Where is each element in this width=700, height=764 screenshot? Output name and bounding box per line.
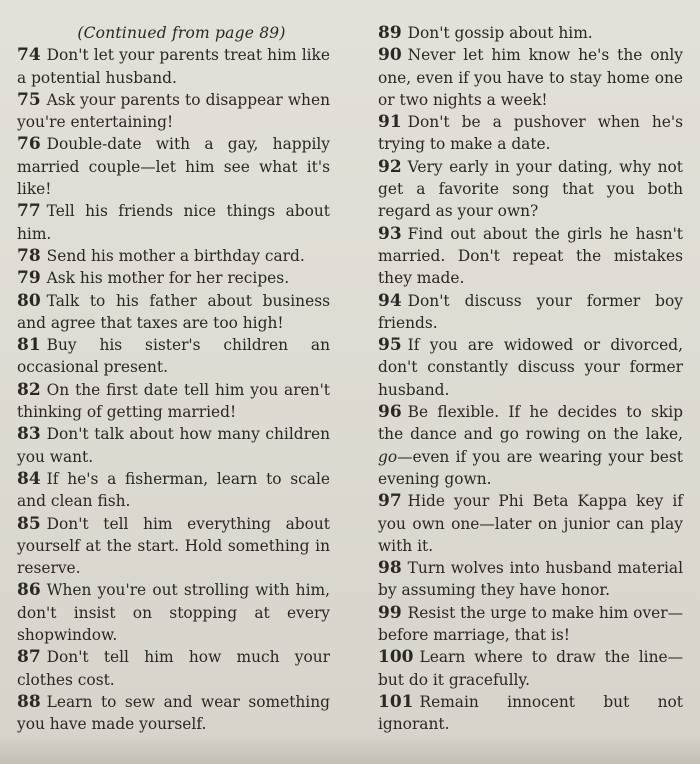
tip-number: 80 — [17, 290, 41, 311]
right-tips-list — [378, 22, 683, 736]
tip-number: 81 — [17, 335, 41, 356]
tip-item — [17, 200, 330, 245]
tip-number: 95 — [378, 335, 402, 356]
tip-number: 77 — [17, 201, 41, 222]
tip-text: Learn to sew and wear something you have made yourself. — [17, 692, 330, 734]
tip-number: 75 — [17, 89, 41, 110]
tip-item — [17, 513, 330, 580]
tip-text: Remain innocent but not ignorant. — [378, 692, 683, 734]
tip-text: Be flexible. If he decides to skip the dance and go rowing on the lake, — [378, 403, 683, 444]
tip-number: 98 — [378, 558, 402, 579]
tip-item — [17, 423, 330, 468]
tip-item — [378, 691, 683, 736]
tip-item — [17, 691, 330, 736]
tip-text: Don't discuss your former boy friends. — [378, 291, 683, 332]
tip-number: 89 — [378, 23, 402, 43]
tip-item — [17, 468, 330, 513]
tip-text: Send his mother a birthday card. — [46, 246, 305, 265]
tip-number: 78 — [17, 245, 41, 266]
tip-text: Ask your parents to disappear when you're entertaining! — [17, 90, 330, 132]
tip-number: 74 — [17, 45, 41, 66]
tip-item — [17, 379, 330, 424]
tip-item — [17, 646, 330, 691]
tip-item — [17, 89, 330, 134]
tip-text: Hide your Phi Beta Kappa key if you own one—later on junior can play with it. — [378, 492, 683, 555]
tip-item — [378, 401, 683, 490]
tip-number: 93 — [378, 223, 402, 244]
tip-item — [378, 290, 683, 335]
tip-item — [17, 267, 330, 289]
tip-text-continued: —even if you are wearing your best evening gown. — [378, 447, 683, 488]
tip-text: Don't be a pushover when he's trying to make a date. — [378, 113, 683, 154]
tip-number: 91 — [378, 112, 402, 133]
right-column — [378, 22, 683, 736]
tip-item — [17, 133, 330, 200]
tip-number: 94 — [378, 290, 402, 311]
tip-number: 83 — [17, 424, 41, 445]
tip-item — [378, 44, 683, 111]
tip-text: If he's a fisherman, learn to scale and clean fish. — [17, 469, 330, 511]
tip-number: 96 — [378, 402, 402, 423]
tip-number: 101 — [378, 691, 414, 712]
continued-label: (Continued from page 89) — [77, 24, 286, 42]
tip-number: 92 — [378, 156, 402, 177]
page-shadow — [0, 734, 700, 764]
tip-text: Double-date with a gay, happily married couple—let him see what it's like! — [17, 135, 330, 199]
tip-number: 84 — [17, 468, 41, 489]
tip-item — [378, 111, 683, 156]
tip-text: Tell his friends nice things about him. — [17, 202, 330, 243]
tip-item — [378, 646, 683, 691]
tip-text: Very early in your dating, why not get a favorite song that you both regard as your own? — [378, 157, 683, 221]
left-column — [17, 22, 330, 736]
tip-text: Never let him know he's the only one, even if you have to stay home one or two nights a week! — [378, 46, 683, 109]
tip-text: Buy his sister's children an occasional present. — [17, 336, 330, 377]
tip-text: Don't talk about how many children you want. — [17, 425, 330, 466]
left-tips-list — [17, 44, 330, 735]
tip-item — [378, 334, 683, 401]
tip-number: 100 — [378, 647, 414, 668]
tip-text: Turn wolves into husband material by assuming they have honor. — [378, 559, 683, 600]
tip-item — [378, 22, 683, 44]
tip-text: Resist the urge to make him over—before marriage, that is! — [378, 603, 683, 645]
tip-item — [17, 245, 330, 267]
tip-item — [378, 602, 683, 647]
tip-item — [378, 557, 683, 602]
tip-item — [378, 490, 683, 557]
tip-text: When you're out strolling with him, don't insist on stopping at every shopwindow. — [17, 581, 330, 645]
tip-number: 76 — [17, 134, 41, 155]
tip-number: 85 — [17, 513, 41, 534]
tip-number: 86 — [17, 580, 41, 601]
tip-text: Don't tell him how much your clothes cost. — [17, 648, 330, 689]
tip-item — [378, 223, 683, 290]
tip-number: 97 — [378, 491, 402, 512]
tip-number: 90 — [378, 45, 402, 66]
tip-text: Don't gossip about him. — [407, 24, 593, 42]
tip-text: Find out about the girls he hasn't married. Don't repeat the mistakes they made. — [378, 224, 683, 288]
tip-number: 99 — [378, 602, 402, 623]
tip-text: On the first date tell him you aren't thinking of getting married! — [17, 380, 330, 422]
tip-text: Don't let your parents treat him like a potential husband. — [17, 46, 330, 87]
tip-item — [17, 334, 330, 379]
tip-text: If you are widowed or divorced, don't constantly discuss your former husband. — [378, 336, 683, 399]
tip-item — [17, 579, 330, 646]
tip-text: Don't tell him everything about yourself at the start. Hold something in reserve. — [17, 514, 330, 578]
tip-emphasis: go — [378, 447, 398, 466]
tip-text: Talk to his father about business and agree that taxes are too high! — [17, 291, 330, 332]
tip-number: 87 — [17, 647, 41, 668]
tip-number: 79 — [17, 268, 41, 289]
tip-item — [17, 44, 330, 89]
tip-item — [378, 156, 683, 223]
tip-number: 88 — [17, 691, 41, 712]
tip-text: Ask his mother for her recipes. — [46, 269, 290, 288]
tip-item — [17, 290, 330, 335]
tip-text: Learn where to draw the line—but do it gracefully. — [378, 648, 683, 689]
tip-number: 82 — [17, 379, 41, 400]
